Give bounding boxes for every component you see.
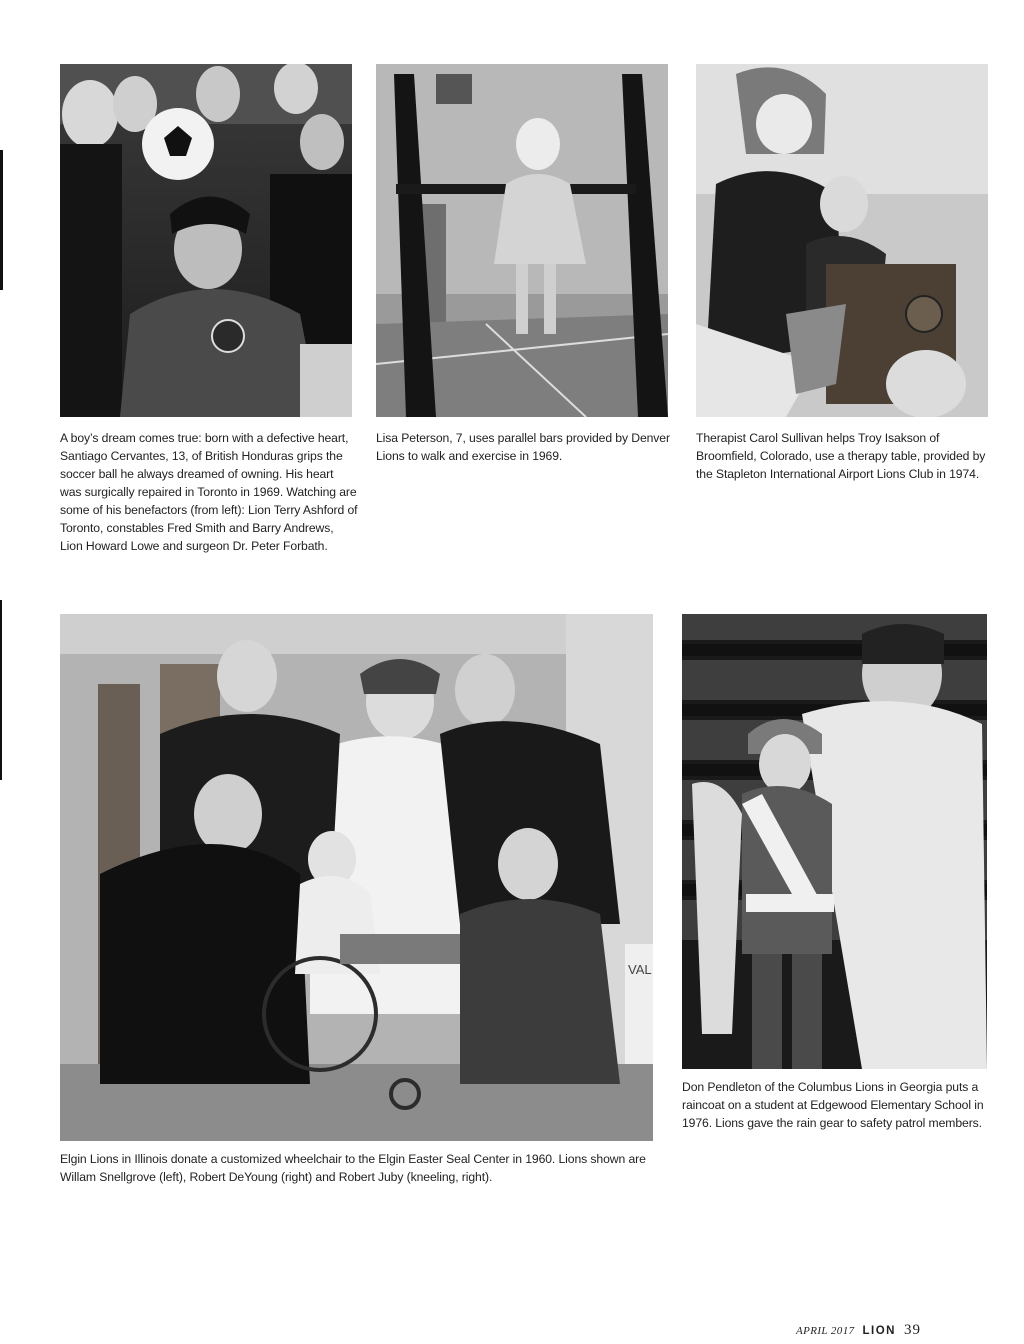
caption-raincoat: Don Pendleton of the Columbus Lions in Georgia puts a raincoat on a student at Edgewood Elementary School in 1976. Lions gave the rain gear to safety patrol members.	[682, 1080, 984, 1130]
caption-soccer-boy: A boy’s dream comes true: born with a defective heart, Santiago Cervantes, 13, of British Honduras grips the soccer ball he always dreamed of owning. His heart was surgically repaired in Toronto in 1969. Watching are some of his benefactors (from left): Lion Terry Ashford of Toronto, constables Fred Smith and Barry Andrews, Lion Howard Lowe and surgeon Dr. Peter Forbath.	[60, 431, 358, 553]
caption-parallel-bars: Lisa Peterson, 7, uses parallel bars provided by Denver Lions to walk and exercise in 1969.	[376, 431, 670, 463]
caption-wheelchair-group: Elgin Lions in Illinois donate a customized wheelchair to the Elgin Easter Seal Center in 1960. Lions shown are Willam Snellgrove (left), Robert DeYoung (right) and Robert Juby (kneeling, right).	[60, 1152, 646, 1184]
page-footer	[796, 1322, 921, 1344]
box-sign-text: VAL	[628, 962, 652, 977]
photo-raincoat	[682, 614, 987, 1069]
caption-therapy-table: Therapist Carol Sullivan helps Troy Isakson of Broomfield, Colorado, use a therapy table, provided by the Stapleton International Airport Lions Club in 1974.	[696, 431, 986, 481]
photo-wheelchair-group	[60, 614, 653, 1141]
page-number: 39	[903, 1322, 921, 1338]
scan-edge-mark	[0, 150, 3, 290]
magazine-name: LION	[862, 1325, 896, 1337]
scan-edge-mark	[0, 600, 2, 780]
photo-soccer-boy	[60, 64, 352, 417]
photo-therapy-table	[696, 64, 988, 417]
issue-date: APRIL 2017	[796, 1325, 855, 1337]
photo-parallel-bars	[376, 64, 668, 417]
